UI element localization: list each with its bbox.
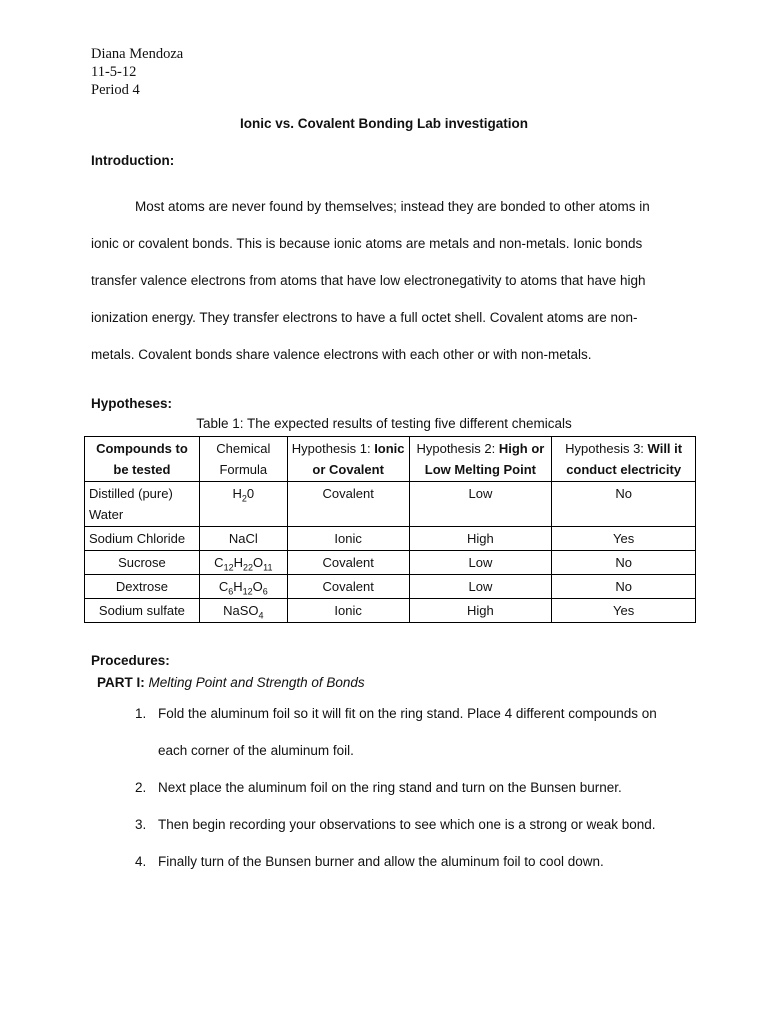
formula-cell: NaCl bbox=[199, 527, 287, 551]
table-header-row bbox=[85, 437, 696, 482]
hypothesis-3-cell: No bbox=[552, 551, 696, 575]
step-number: 1. bbox=[135, 706, 147, 721]
table-caption: Table 1: The expected results of testing five different chemicals bbox=[196, 416, 572, 431]
document-title: Ionic vs. Covalent Bonding Lab investigation bbox=[239, 116, 529, 131]
intro-line: transfer valence electrons from atoms that have low electronegativity to atoms that have high bbox=[91, 273, 646, 288]
student-name: Diana Mendoza bbox=[91, 46, 184, 62]
procedure-step bbox=[126, 769, 686, 806]
intro-line: Most atoms are never found by themselves; instead they are bonded to other atoms in bbox=[135, 199, 650, 214]
step-number: 2. bbox=[135, 780, 147, 795]
column-header-compound: Compounds to be tested bbox=[85, 437, 200, 482]
step-line: Next place the aluminum foil on the ring stand and turn on the Bunsen burner. bbox=[158, 780, 622, 795]
hypothesis-2-cell: Low bbox=[409, 482, 552, 527]
hypotheses-table bbox=[84, 436, 696, 623]
hypothesis-1-cell: Covalent bbox=[287, 551, 409, 575]
step-number: 4. bbox=[135, 854, 147, 869]
step-line: Finally turn of the Bunsen burner and allow the aluminum foil to cool down. bbox=[158, 854, 604, 869]
table-row bbox=[85, 482, 696, 527]
class-period: Period 4 bbox=[91, 82, 140, 98]
part-label: PART I: bbox=[97, 675, 145, 690]
hypothesis-1-cell: Covalent bbox=[287, 575, 409, 599]
procedure-step bbox=[126, 843, 686, 880]
step-line: each corner of the aluminum foil. bbox=[158, 743, 354, 758]
introduction-heading: Introduction: bbox=[91, 153, 175, 168]
formula-cell: $H_20$ bbox=[199, 482, 287, 527]
student-header bbox=[91, 45, 183, 99]
step-number: 3. bbox=[135, 817, 147, 832]
hypothesis-1-cell: Ionic bbox=[287, 527, 409, 551]
column-header-hypothesis-2: Hypothesis 2: High or Low Melting Point bbox=[409, 437, 552, 482]
table-row bbox=[85, 527, 696, 551]
procedures-heading: Procedures: bbox=[91, 653, 170, 668]
compound-cell: Sodium Chloride bbox=[85, 527, 200, 551]
compound-cell: Sodium sulfate bbox=[85, 599, 200, 623]
procedure-step bbox=[126, 806, 686, 843]
hypothesis-3-cell: Yes bbox=[552, 527, 696, 551]
hypothesis-2-cell: Low bbox=[409, 551, 552, 575]
compound-cell: Dextrose bbox=[85, 575, 200, 599]
step-line: Fold the aluminum foil so it will fit on the ring stand. Place 4 different compounds on bbox=[158, 706, 657, 721]
part-one-heading bbox=[97, 675, 365, 690]
compound-cell: Distilled (pure) Water bbox=[85, 482, 200, 527]
intro-line: ionic or covalent bonds. This is because ionic atoms are metals and non-metals. Ionic bonds bbox=[91, 236, 643, 251]
table-row bbox=[85, 575, 696, 599]
formula-cell: $C_{12}H_{22}O_{11}$ bbox=[199, 551, 287, 575]
procedure-steps bbox=[126, 695, 686, 880]
hypothesis-3-cell: Yes bbox=[552, 599, 696, 623]
hypothesis-1-cell: Ionic bbox=[287, 599, 409, 623]
intro-line: metals. Covalent bonds share valence electrons with each other or with non-metals. bbox=[91, 347, 592, 362]
formula-cell: NaSO$_4$ bbox=[199, 599, 287, 623]
report-date: 11-5-12 bbox=[91, 64, 137, 80]
formula-cell: $C_6H_{12}O_6$ bbox=[199, 575, 287, 599]
table-row bbox=[85, 599, 696, 623]
intro-line: ionization energy. They transfer electrons to have a full octet shell. Covalent atoms are non- bbox=[91, 310, 638, 325]
introduction-paragraph bbox=[91, 188, 691, 373]
step-line: Then begin recording your observations to see which one is a strong or weak bond. bbox=[158, 817, 656, 832]
hypotheses-heading: Hypotheses: bbox=[91, 396, 173, 411]
hypothesis-3-cell: No bbox=[552, 575, 696, 599]
procedure-step bbox=[126, 695, 686, 769]
hypothesis-2-cell: Low bbox=[409, 575, 552, 599]
column-header-hypothesis-1: Hypothesis 1: Ionic or Covalent bbox=[287, 437, 409, 482]
part-title: Melting Point and Strength of Bonds bbox=[148, 675, 365, 690]
hypothesis-2-cell: High bbox=[409, 599, 552, 623]
table-row bbox=[85, 551, 696, 575]
compound-cell: Sucrose bbox=[85, 551, 200, 575]
hypothesis-2-cell: High bbox=[409, 527, 552, 551]
column-header-hypothesis-3: Hypothesis 3: Will it conduct electricity bbox=[552, 437, 696, 482]
column-header-formula: Chemical Formula bbox=[199, 437, 287, 482]
hypothesis-3-cell: No bbox=[552, 482, 696, 527]
hypothesis-1-cell: Covalent bbox=[287, 482, 409, 527]
